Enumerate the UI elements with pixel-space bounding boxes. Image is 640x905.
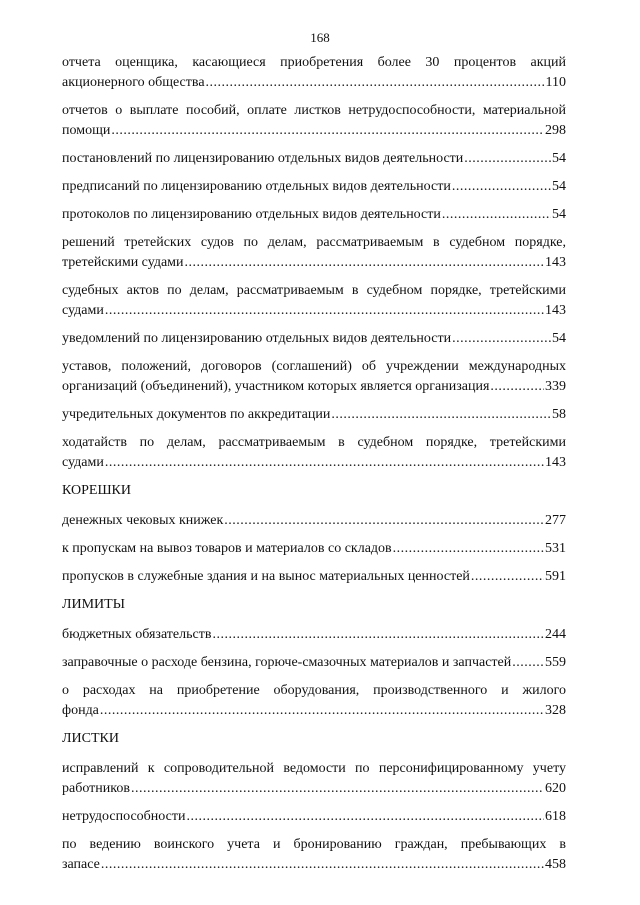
entry-text-line: ходатайств по делам, рассматриваемым в судебном порядке, третейскими [62, 435, 566, 450]
entry-last-line [62, 149, 566, 169]
dot-leader [464, 149, 551, 169]
entry-text: к пропускам на вывоз товаров и материалов со складов [62, 541, 392, 556]
entry-text-line: решений третейских судов по делам, рассматриваемым в судебном порядке, [62, 235, 566, 250]
dot-leader [442, 205, 551, 225]
index-entry [62, 625, 566, 645]
entry-text: протоколов по лицензированию отдельных видов деятельности [62, 207, 441, 222]
dot-leader [490, 377, 544, 397]
section-heading: ЛИСТКИ [62, 731, 119, 746]
entry-last-line [62, 653, 566, 673]
entry-page-number: 277 [545, 513, 566, 528]
dot-leader [131, 779, 544, 799]
entry-text: третейскими судами [62, 255, 184, 270]
index-entry [62, 681, 566, 721]
index-section [62, 729, 566, 875]
dot-leader [471, 567, 544, 587]
entry-text: нетрудоспособности [62, 809, 186, 824]
index-entry [62, 205, 566, 225]
index-entry [62, 149, 566, 169]
entry-last-line [62, 539, 566, 559]
section-heading: КОРЕШКИ [62, 483, 132, 498]
entry-last-line [62, 121, 566, 141]
entry-page-number: 110 [545, 75, 566, 90]
entry-page-number: 298 [545, 123, 566, 138]
index-entry [62, 511, 566, 531]
page-number: 168 [310, 30, 330, 45]
entry-text: судами [62, 303, 104, 318]
entry-text: фонда [62, 703, 99, 718]
entry-last-line [62, 567, 566, 587]
entry-last-line [62, 807, 566, 827]
entry-page-number: 328 [545, 703, 566, 718]
index-entry [62, 759, 566, 799]
index-entry [62, 405, 566, 425]
dot-leader [512, 653, 544, 673]
entry-text: предписаний по лицензированию отдельных видов деятельности [62, 179, 451, 194]
entry-page-number: 591 [545, 569, 566, 584]
index-entry [62, 101, 566, 141]
entry-page-number: 339 [545, 379, 566, 394]
entry-text: организаций (объединений), участником которых является организация [62, 379, 490, 394]
entry-last-line [62, 701, 566, 721]
entry-text: судами [62, 455, 104, 470]
dot-leader [212, 625, 544, 645]
dot-leader [452, 329, 551, 349]
entry-last-line [62, 779, 566, 799]
entry-text-line: отчетов о выплате пособий, оплате листков нетрудоспособности, материальной [62, 103, 566, 118]
entry-last-line [62, 511, 566, 531]
index-entry [62, 329, 566, 349]
dot-leader [224, 511, 544, 531]
entry-text: денежных чековых книжек [62, 513, 224, 528]
entry-last-line [62, 453, 566, 473]
index-entry [62, 567, 566, 587]
entry-page-number: 458 [545, 857, 566, 872]
dot-leader [105, 453, 544, 473]
entry-text: запасе [62, 857, 100, 872]
entry-last-line [62, 329, 566, 349]
entry-last-line [62, 205, 566, 225]
index-section [62, 595, 566, 721]
index-entry [62, 233, 566, 273]
entry-text: учредительных документов по аккредитации [62, 407, 331, 422]
entry-last-line [62, 253, 566, 273]
index-content [62, 53, 566, 883]
dot-leader [111, 121, 544, 141]
entry-text-line: о расходах на приобретение оборудования, производственного и жилого [62, 683, 566, 698]
index-entry [62, 53, 566, 93]
entry-text: постановлений по лицензированию отдельных видов деятельности [62, 151, 464, 166]
entry-text-line: отчета оценщика, касающиеся приобретения более 30 процентов акций [62, 55, 566, 70]
index-entry [62, 539, 566, 559]
section-heading: ЛИМИТЫ [62, 597, 125, 612]
index-entry [62, 653, 566, 673]
index-entry [62, 807, 566, 827]
index-entry [62, 357, 566, 397]
entry-page-number: 54 [552, 207, 566, 222]
entry-text: уведомлений по лицензированию отдельных видов деятельности [62, 331, 452, 346]
entry-last-line [62, 301, 566, 321]
entry-text: акционерного общества [62, 75, 205, 90]
index-entry [62, 177, 566, 197]
index-entry [62, 835, 566, 875]
entry-last-line [62, 405, 566, 425]
entry-page-number: 54 [552, 331, 566, 346]
entry-last-line [62, 625, 566, 645]
entry-page-number: 531 [545, 541, 566, 556]
index-section [62, 53, 566, 473]
dot-leader [331, 405, 551, 425]
entry-text-line: по ведению воинского учета и бронированию граждан, пребывающих в [62, 837, 566, 852]
dot-leader [186, 807, 544, 827]
index-entry [62, 281, 566, 321]
dot-leader [105, 301, 544, 321]
dot-leader [206, 73, 545, 93]
entry-page-number: 143 [545, 303, 566, 318]
entry-text-line: уставов, положений, договоров (соглашений) об учреждении международных [62, 359, 566, 374]
entry-text: работников [62, 781, 130, 796]
entry-text-line: исправлений к сопроводительной ведомости по персонифицированному учету [62, 761, 566, 776]
entry-text-line: судебных актов по делам, рассматриваемым в судебном порядке, третейскими [62, 283, 566, 298]
dot-leader [185, 253, 544, 273]
entry-page-number: 618 [545, 809, 566, 824]
entry-page-number: 54 [552, 179, 566, 194]
entry-last-line [62, 377, 566, 397]
entry-text: пропусков в служебные здания и на вынос материальных ценностей [62, 569, 470, 584]
entry-page-number: 620 [545, 781, 566, 796]
dot-leader [452, 177, 551, 197]
entry-text: заправочные о расходе бензина, горюче-смазочных материалов и запчастей [62, 655, 512, 670]
index-entry [62, 433, 566, 473]
entry-page-number: 143 [545, 455, 566, 470]
entry-last-line [62, 855, 566, 875]
entry-text: помощи [62, 123, 111, 138]
index-section [62, 481, 566, 587]
dot-leader [100, 701, 544, 721]
entry-page-number: 58 [552, 407, 566, 422]
dot-leader [393, 539, 544, 559]
entry-page-number: 244 [545, 627, 566, 642]
entry-page-number: 143 [545, 255, 566, 270]
entry-last-line [62, 73, 566, 93]
entry-page-number: 559 [545, 655, 566, 670]
entry-last-line [62, 177, 566, 197]
entry-page-number: 54 [552, 151, 566, 166]
dot-leader [101, 855, 544, 875]
entry-text: бюджетных обязательств [62, 627, 212, 642]
